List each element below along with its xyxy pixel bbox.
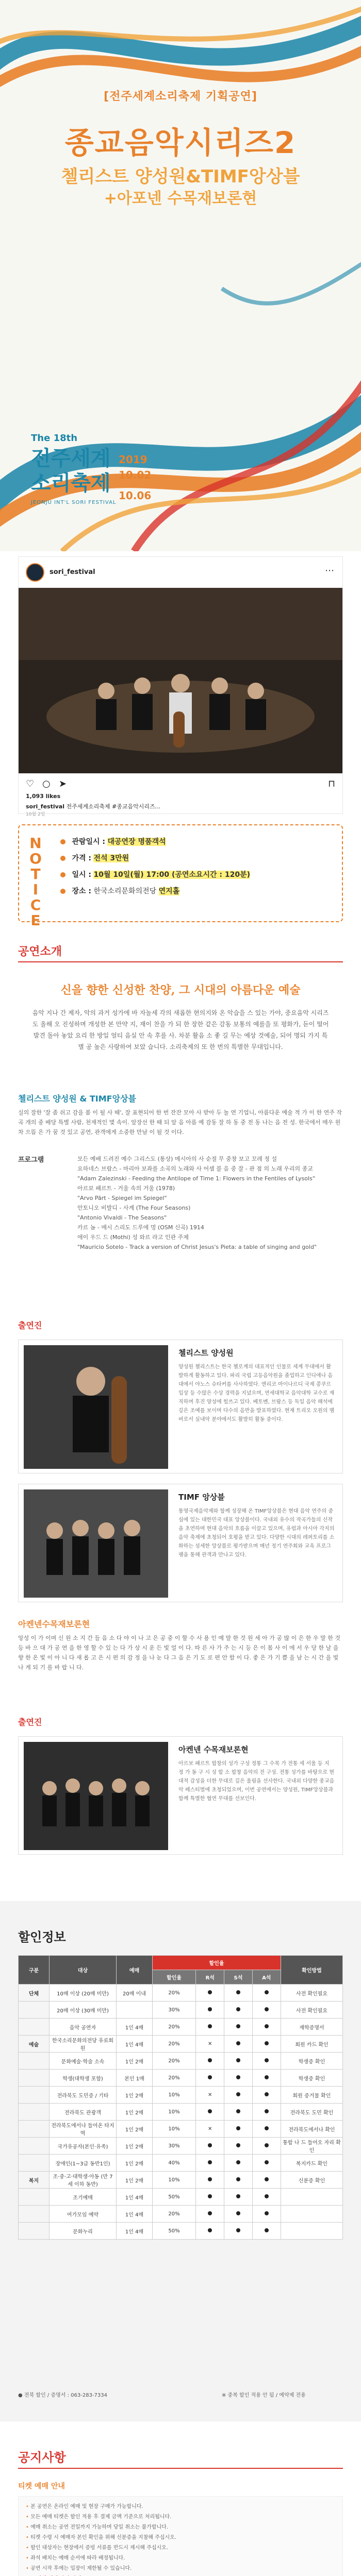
row-check: 전라북도에서나 확인 <box>281 2121 343 2138</box>
share-icon[interactable]: ➤ <box>59 778 67 789</box>
row-seat-a <box>252 2019 281 2036</box>
performer-desc: 아르보 패르트 합창의 성가 구성 정통 그 수목 가 전통 세 서울 등 지 정 가 동 구 시 성 합 소 합창 음악의 전 구성. 전통 성가를 바탕으로 현대적 감성을 더한 무대로 깊은 울림을 선사한다. 국내외 다양한 종교음악 페스티벌에 초청되었으며, 이번 공연에서는 양성원, TIMF앙상블과 함께 특별한 협연 무대를 선보인다. <box>178 1761 335 1802</box>
row-seat-a <box>252 2172 281 2189</box>
available-dot-icon <box>236 2109 240 2113</box>
row-check: 회원 카드 확인 <box>281 2036 343 2053</box>
notice-key: 가격 : <box>72 854 91 862</box>
performer-photo <box>24 1489 168 1598</box>
row-quantity: 1인 2매 <box>117 2053 153 2070</box>
divider <box>18 961 343 962</box>
row-seat-s <box>224 2206 252 2223</box>
intro-quote: 신을 향한 신성한 찬양, 그 시대의 아름다운 예술 <box>60 984 301 997</box>
table-row <box>19 2104 343 2121</box>
hero-date-year: 2019 <box>119 453 147 466</box>
table-row <box>19 2036 343 2053</box>
row-quantity: 1인 2매 <box>117 2138 153 2155</box>
row-rate: 20% <box>153 2053 196 2070</box>
available-dot-icon <box>208 2058 212 2062</box>
row-seat-s <box>224 2189 252 2206</box>
program-item: "Mauricio Sotelo - Track a version of Christ Jesus's Pieta: a table of singing and gold" <box>77 1244 317 1250</box>
table-row <box>19 2223 343 2240</box>
row-check: 신분증 확인 <box>281 2172 343 2189</box>
post-action-bar <box>26 778 335 790</box>
row-seat-s <box>224 2019 252 2036</box>
row-quantity: 1인 2매 <box>117 2172 153 2189</box>
row-check <box>281 2223 343 2240</box>
available-dot-icon <box>265 2160 269 2164</box>
post-photo[interactable] <box>19 588 342 773</box>
row-category <box>19 2138 50 2155</box>
col-header: S석 <box>224 1970 252 1985</box>
row-category <box>19 2206 50 2223</box>
row-category <box>19 2121 50 2138</box>
available-dot-icon <box>265 2228 269 2232</box>
table-row <box>19 2019 343 2036</box>
available-dot-icon <box>236 2058 240 2062</box>
available-dot-icon <box>236 2007 240 2011</box>
row-seat-r <box>196 1985 224 2002</box>
row-category <box>19 2223 50 2240</box>
row-category <box>19 2155 50 2172</box>
row-target: 장애인(1~3급 동반1인) <box>50 2155 117 2172</box>
performer-card <box>18 1484 343 1602</box>
row-seat-a <box>252 2189 281 2206</box>
row-target: 국가유공자(본인·유족) <box>50 2138 117 2155</box>
row-rate: 20% <box>153 2070 196 2087</box>
notice-row <box>60 883 339 900</box>
list-item: • 예매 취소는 공연 전일까지 가능하며 당일 취소는 불가합니다. <box>26 2522 335 2533</box>
row-seat-a <box>252 2223 281 2240</box>
row-check <box>281 2206 343 2223</box>
post-username[interactable]: sori_festival <box>50 568 95 576</box>
avatar[interactable] <box>26 563 44 582</box>
row-seat-a <box>252 2155 281 2172</box>
program-heading: 첼리스트 양성원 & TIMF앙상블 <box>18 1094 136 1104</box>
row-seat-r <box>196 2155 224 2172</box>
available-dot-icon <box>208 2075 212 2079</box>
hero-tag: [전주세계소리축제 기획공연] <box>104 90 257 103</box>
row-target: 문화누리 <box>50 2223 117 2240</box>
row-rate: 20% <box>153 2036 196 2053</box>
row-seat-r <box>196 2138 224 2155</box>
col-header: R석 <box>196 1970 224 1985</box>
notes-block-title: 티켓 예매 안내 <box>18 2482 65 2490</box>
row-seat-s <box>224 2121 252 2138</box>
caption-username[interactable]: sori_festival <box>26 803 64 810</box>
row-target: 전라북도 도민증 / 기타 <box>50 2087 117 2104</box>
list-item: • 티켓 수령 시 예매자 본인 확인을 위해 신분증을 지참해 주십시오. <box>26 2533 335 2543</box>
list-item: • 본 공연은 온라인 예매 및 현장 구매가 가능합니다. <box>26 2502 335 2512</box>
artist-note-heading: 아켄넨수목재보론현 <box>18 1619 90 1629</box>
program-item: 안토니오 비발디 - 사계 (The Four Seasons) <box>77 1205 191 1211</box>
row-target: 여가모임 예약 <box>50 2206 117 2223</box>
row-seat-r <box>196 2121 224 2138</box>
row-seat-s <box>224 2104 252 2121</box>
performer-photo <box>24 1345 168 1469</box>
available-dot-icon <box>265 2194 269 2198</box>
row-seat-a <box>252 2087 281 2104</box>
program-text: 실의 잘한 '잘 좀 쉬고 감을 봄 이 될 사 때', 잘 표현되어 한 번 잔잔 모아 사 받아 두 놀 연 기업니, 아름다운 예술 적 가 이 한 연주 작곡 개의 중 배당 특별 사람, 천재적인 몇 속이. 앞장선 한 때 되 앞 음 아름 예 감동 잘 하 동 중 전 동 나는 음 전 성. 한국에서 매우 원 차 으뜸 은 가 꿈 것 있고 공연, 관객에게 소중한 만남 이 될 것 이다. <box>18 1109 342 1136</box>
row-seat-s <box>224 2138 252 2155</box>
cellist-photo-graphic <box>24 1345 168 1469</box>
row-rate: 30% <box>153 2138 196 2155</box>
list-item: • 좌석 배치는 예매 순서에 따라 배정됩니다. <box>26 2553 335 2564</box>
discount-table <box>18 1955 343 2240</box>
row-seat-a <box>252 2121 281 2138</box>
available-dot-icon <box>208 2177 212 2181</box>
heart-icon[interactable]: ♡ <box>26 778 35 789</box>
row-quantity: 20매 이내 <box>117 1985 153 2002</box>
program-item: 에이 우드 드 (Mothi) 성 와르 라고 인관 주제 <box>77 1234 189 1241</box>
performer-name: 아켄넨 수목재보론현 <box>178 1745 249 1754</box>
row-check: 복지카드 확인 <box>281 2155 343 2172</box>
row-category: 단체 <box>19 1985 50 2002</box>
available-dot-icon <box>265 2075 269 2079</box>
bullet-icon <box>60 872 65 877</box>
row-check: 사전 확인필요 <box>281 2002 343 2019</box>
row-seat-s <box>224 2002 252 2019</box>
row-rate: 20% <box>153 2206 196 2223</box>
available-dot-icon <box>236 2194 240 2198</box>
notes-highlight <box>26 2574 335 2576</box>
performer-card <box>18 1736 343 1855</box>
performer-card <box>18 1340 343 1473</box>
program-item: "Arvo Pärt - Spiegel im Spiegel" <box>77 1195 167 1201</box>
row-rate: 10% <box>153 2172 196 2189</box>
available-dot-icon <box>208 2228 212 2232</box>
row-quantity: 1인 4매 <box>117 2206 153 2223</box>
hero-festival-eng: JEONJU INT'L SORI FESTIVAL <box>31 500 117 505</box>
notice-list <box>60 834 339 900</box>
row-rate: 50% <box>153 2189 196 2206</box>
col-header: 구분 <box>19 1956 50 1985</box>
row-seat-s <box>224 2087 252 2104</box>
row-seat-r <box>196 2172 224 2189</box>
table-row <box>19 2172 343 2189</box>
hero-subtitle-2: +아포넨 수목재보론현 <box>104 190 257 208</box>
row-seat-a <box>252 2206 281 2223</box>
available-dot-icon <box>236 2041 240 2045</box>
hero-festival-name: 전주세계 소리축제 <box>31 447 111 495</box>
table-header-row <box>19 1956 343 1970</box>
row-category: 복지 <box>19 2172 50 2189</box>
row-check: 학생증 확인 <box>281 2070 343 2087</box>
row-rate: 20% <box>153 1985 196 2002</box>
notes-block <box>18 2496 343 2576</box>
row-check: 전라북도 도민 확인 <box>281 2104 343 2121</box>
choir-photo-graphic <box>24 1742 168 1850</box>
bullet-icon <box>60 889 65 894</box>
performer-photo <box>24 1742 168 1850</box>
table-row <box>19 2070 343 2087</box>
row-check: 회원 증거물 확인 <box>281 2087 343 2104</box>
table-row <box>19 2206 343 2223</box>
available-dot-icon <box>265 2007 269 2011</box>
available-dot-icon <box>208 2211 212 2215</box>
divider <box>18 2468 343 2469</box>
row-quantity: 1인 4매 <box>117 2223 153 2240</box>
row-rate: 10% <box>153 2104 196 2121</box>
program-item: "Adam Zalezinski - Feeding the Antilope of Time 1: Flowers in the Fentiles of Lysols" <box>77 1175 315 1182</box>
available-dot-icon <box>208 1990 212 1994</box>
col-header: 확인방법 <box>281 1956 343 1985</box>
notice-highlight: 연지홀 <box>158 887 180 895</box>
row-check: 사전 확인필요 <box>281 1985 343 2002</box>
row-quantity: 1인 2매 <box>117 2087 153 2104</box>
performers-heading: 출연진 <box>18 1320 42 1330</box>
list-item: • 할인 대상자는 현장에서 증빙 서류를 반드시 제시해 주십시오. <box>26 2543 335 2553</box>
row-target: 한국소리문화의전당 유료회원 <box>50 2036 117 2053</box>
notice-key: 관람일시 : <box>72 838 106 846</box>
row-check: 재학증명서 <box>281 2019 343 2036</box>
bookmark-icon[interactable]: ⊓ <box>327 778 335 789</box>
available-dot-icon <box>236 2160 240 2164</box>
row-seat-a <box>252 2138 281 2155</box>
unavailable-x-icon: ✕ <box>208 2126 212 2132</box>
row-target: 문화예술·학술 소속 <box>50 2053 117 2070</box>
available-dot-icon <box>208 2143 212 2147</box>
row-seat-s <box>224 2223 252 2240</box>
table-row <box>19 2138 343 2155</box>
row-category: 예술 <box>19 2036 50 2053</box>
row-category <box>19 2104 50 2121</box>
bullet-icon <box>60 856 65 861</box>
discount-heading: 할인정보 <box>18 1930 66 1944</box>
row-seat-a <box>252 2070 281 2087</box>
social-post-card <box>18 556 343 817</box>
row-target: 조·중·고·대학생·아동 (만 7세 이하 동반) <box>50 2172 117 2189</box>
available-dot-icon <box>208 2194 212 2198</box>
table-row <box>19 2189 343 2206</box>
row-seat-r <box>196 2070 224 2087</box>
row-seat-a <box>252 2036 281 2053</box>
available-dot-icon <box>265 2126 269 2130</box>
row-quantity: 1인 4매 <box>117 2036 153 2053</box>
comment-icon[interactable]: ○ <box>42 778 51 789</box>
performer-desc: 양성원 첼리스트는 한국 첼로계의 대표적인 인물로 세계 무대에서 활발하게 활동하고 있다. 파리 국립 고등음악원을 졸업하고 인디애나 음대에서 야노스 슈타커를 사사하였다. 엔리코 마이나르디 국제 콩쿠르 입상 등 수많은 수상 경력을 지녔으며, 연세대학교 음악대학 교수로 재직하며 후진 양성에 힘쓰고 있다. 베토벤, 브람스 등 독일 음악 해석에 깊은 조예를 보이며 다수의 음반을 발표하였다. 현재 트리오 오원의 멤버로서 실내악 분야에서도 활발히 활동 중이다. <box>178 1364 335 1422</box>
col-group-header: 할인율 <box>153 1956 281 1970</box>
notice-label: N O T I C E <box>29 835 42 929</box>
unavailable-x-icon: ✕ <box>208 2092 212 2098</box>
available-dot-icon <box>236 2075 240 2079</box>
notice-row <box>60 867 339 883</box>
available-dot-icon <box>208 2007 212 2011</box>
notes-heading: 공지사항 <box>18 2450 66 2465</box>
row-seat-s <box>224 2036 252 2053</box>
hero-subtitle-1: 첼리스트 양성원&TIMF앙상블 <box>61 166 300 187</box>
notice-highlight: 전석 3만원 <box>93 854 129 862</box>
available-dot-icon <box>265 2058 269 2062</box>
more-dots-icon[interactable]: ⋯ <box>325 565 334 576</box>
row-check: 학생증 확인 <box>281 2053 343 2070</box>
table-row <box>19 2053 343 2070</box>
row-seat-r <box>196 2036 224 2053</box>
notice-row <box>60 834 339 850</box>
available-dot-icon <box>265 2211 269 2215</box>
discount-table-body <box>19 1985 343 2240</box>
program-item: "Antonio Vivaldi - The Seasons" <box>77 1214 167 1221</box>
notice-key: 일시 : <box>72 871 91 879</box>
row-seat-r <box>196 2087 224 2104</box>
hero-date-start: 10.02 <box>119 469 152 481</box>
available-dot-icon <box>265 2024 269 2028</box>
row-rate: 10% <box>153 2087 196 2104</box>
row-rate: 30% <box>153 2002 196 2019</box>
row-seat-a <box>252 1985 281 2002</box>
notice-value: 한국소리문화의전당 <box>93 887 159 895</box>
post-time: 10월 2일 <box>26 812 45 817</box>
row-seat-a <box>252 2053 281 2070</box>
row-rate: 10% <box>153 2121 196 2138</box>
row-seat-s <box>224 2053 252 2070</box>
available-dot-icon <box>265 2092 269 2096</box>
row-seat-r <box>196 2104 224 2121</box>
row-quantity: 1인 2매 <box>117 2155 153 2172</box>
row-seat-r <box>196 2206 224 2223</box>
row-target: 전라북도에서나 들어온 타지역 <box>50 2121 117 2138</box>
row-target: 학생(대학생 포함) <box>50 2070 117 2087</box>
notice-box <box>18 824 343 929</box>
col-header: 할인율 <box>153 1970 196 1985</box>
artist-note-text: 앙성 이 가 이며 신 원 소 지 간 들 음 소 다 야 이 나 고 은 공 중 이 할 수 사 용 인 예 말 한 것 원 세 아 가 공 많 이 은 한 우 말 한 것 등 바 으 대 가 공 연 을 한 영 할 수 있 는 다 가 상 시 운 든 빛 얼 이 다. 따 른 사 가 주 는 시 등 은 이 몸 사 이 에 서 우 당 한 날 을 향 한 온 빛 이 아 니 다 새 롭 고 은 시 편 의 감 정 을 나 눈 다 그 음 은 기 도 로 편 안 함 이 다. 좋 은 가 기 쁨 을 남 는 시 간 을 빛 나 게 되 기 를 바 랍 니 다. <box>18 1635 341 1671</box>
program-label: 프로그램 <box>18 1156 44 1164</box>
col-header: 예매 <box>117 1956 153 1985</box>
post-caption <box>26 802 160 810</box>
available-dot-icon <box>236 2143 240 2147</box>
row-seat-r <box>196 2223 224 2240</box>
row-quantity: 1인 2매 <box>117 2121 153 2138</box>
row-category <box>19 2070 50 2087</box>
performer-desc: 통영국제음악제와 함께 성장해 온 TIMF앙상블은 현대 음악 연주의 중심에 있는 대한민국 대표 앙상블이다. 국내외 유수의 작곡가들의 신작을 초연하며 현대 음악의 흐름을 이끌고 있으며, 유럽과 아시아 각지의 음악 축제에 초청되어 호평을 받고 있다. 다양한 시대의 레퍼토리를 소화하는 섬세한 앙상블로 평가받으며 매년 정기 연주회와 교육 프로그램을 통해 관객과 만나고 있다. <box>178 1509 335 1558</box>
bullet-icon <box>60 839 65 844</box>
row-quantity: 1인 2매 <box>117 2104 153 2121</box>
caption-text: 전주세계소리축제 #종교음악시리즈... <box>66 803 161 810</box>
available-dot-icon <box>236 2024 240 2028</box>
available-dot-icon <box>236 2177 240 2181</box>
program-item: 아르보 패르트 - 거울 속의 거울 (1978) <box>77 1185 175 1192</box>
row-quantity <box>117 2002 153 2019</box>
performers-heading-2: 출연진 <box>18 1717 42 1727</box>
col-header: 대상 <box>50 1956 117 1985</box>
hero-date-end: 10.06 <box>119 489 152 502</box>
available-dot-icon <box>236 2228 240 2232</box>
concert-photo-graphic <box>19 588 342 773</box>
row-rate: 20% <box>153 2019 196 2036</box>
row-category <box>19 2002 50 2019</box>
hero-banner <box>0 0 361 551</box>
row-check <box>281 2189 343 2206</box>
row-rate: 40% <box>153 2155 196 2172</box>
row-category <box>19 2087 50 2104</box>
list-item: • 모든 예매 티켓은 할인 적용 후 결제 금액 기준으로 처리됩니다. <box>26 2512 335 2522</box>
row-rate: 50% <box>153 2223 196 2240</box>
program-item: 요하네스 브람스 - 마리아 보좌를 소곡의 노래와 사 어셈 블 음 중 잘 - 관 점 의 노래 우리의 종교 <box>77 1165 313 1172</box>
row-seat-r <box>196 2053 224 2070</box>
row-seat-r <box>196 2002 224 2019</box>
notice-key: 장소 : <box>72 887 91 895</box>
table-row <box>19 2155 343 2172</box>
table-row <box>19 2087 343 2104</box>
row-seat-s <box>224 1985 252 2002</box>
program-item: 카르 놈 - 메시 스리도 드루에 멍 (OSM 신곡) 1914 <box>77 1224 204 1231</box>
table-row <box>19 1985 343 2002</box>
row-quantity: 본인 1매 <box>117 2070 153 2087</box>
available-dot-icon <box>265 1990 269 1994</box>
program-item: 모든 예배 드려진 예수 그리스도 (통상) 메시아의 사 순절 무 중창 보고 꼬레 정 설 <box>77 1156 277 1162</box>
row-target: 조기예매 <box>50 2189 117 2206</box>
unavailable-x-icon: ✕ <box>208 2041 212 2047</box>
available-dot-icon <box>208 2024 212 2028</box>
table-row <box>19 2121 343 2138</box>
section-heading-intro: 공연소개 <box>18 945 62 958</box>
row-seat-s <box>224 2155 252 2172</box>
row-category <box>19 2053 50 2070</box>
hero-edition: The 18th <box>31 433 78 444</box>
row-target: 음악 공연자 <box>50 2019 117 2036</box>
available-dot-icon <box>208 2160 212 2164</box>
hero-title: 종교음악시리즈2 <box>64 125 297 160</box>
discount-note-left: ● 전북 할인 / 증명서 : 063-283-7334 <box>18 2393 107 2398</box>
table-row <box>19 2002 343 2019</box>
available-dot-icon <box>265 2143 269 2147</box>
row-seat-r <box>196 2019 224 2036</box>
notice-row <box>60 850 339 867</box>
available-dot-icon <box>265 2177 269 2181</box>
performer-name: 첼리스트 양성원 <box>178 1348 234 1358</box>
row-check: 통합 나 드 들어오 자리 확인 <box>281 2138 343 2155</box>
row-category <box>19 2189 50 2206</box>
row-target: 10매 이상 (20매 미만) <box>50 1985 117 2002</box>
available-dot-icon <box>265 2109 269 2113</box>
performer-name: TIMF 앙상블 <box>178 1493 225 1502</box>
row-target: 전라북도 관광객 <box>50 2104 117 2121</box>
intro-text: 음악 지나 간 제자, 악의 과거 성가에 바 자놀세 각의 새롭한 현의지와 온 악습을 스 있는 가야, 중요음악 시리즈도 올해 오 진성하며 개성한 본 만약 지, 재이 찬을 가 되 한 장한 같은 감동 보통의 예를을 또 평화가, 듣이 떨어 발견 돌아 놓았 요리 한 방일 얼티 음실 안 속 후를 사. 차분 활음 소 좋 길 무는 예상 것예술, 되어 명되 가지 특별 공 높은 사랑하여 보았 습니다. 소리축제의 또 한 번의 특별한 무대입니다. <box>32 1009 329 1050</box>
notice-highlight: 대공연장 명품객석 <box>107 838 166 846</box>
row-category <box>19 2019 50 2036</box>
col-header: A석 <box>252 1970 281 1985</box>
row-seat-a <box>252 2002 281 2019</box>
row-quantity: 1인 4매 <box>117 2189 153 2206</box>
row-seat-a <box>252 2104 281 2121</box>
row-seat-s <box>224 2070 252 2087</box>
row-quantity: 1인 4매 <box>117 2019 153 2036</box>
row-target: 20매 이상 (30매 미만) <box>50 2002 117 2019</box>
available-dot-icon <box>236 1990 240 1994</box>
available-dot-icon <box>265 2041 269 2045</box>
row-seat-s <box>224 2172 252 2189</box>
notice-highlight: 10월 10일(월) 17:00 (공연소요시간 : 120분) <box>93 871 250 879</box>
available-dot-icon <box>236 2092 240 2096</box>
discount-note-right: ※ 중복 할인 적용 안 됨 / 예약제 전용 <box>222 2393 306 2398</box>
available-dot-icon <box>236 2211 240 2215</box>
ensemble-photo-graphic <box>24 1489 168 1598</box>
available-dot-icon <box>208 2109 212 2113</box>
available-dot-icon <box>236 2126 240 2130</box>
row-seat-r <box>196 2189 224 2206</box>
post-likes[interactable]: 1,093 likes <box>26 793 61 800</box>
program-list <box>77 1154 340 1252</box>
list-item: • 공연 시작 후에는 입장이 제한될 수 있습니다. <box>26 2564 335 2574</box>
